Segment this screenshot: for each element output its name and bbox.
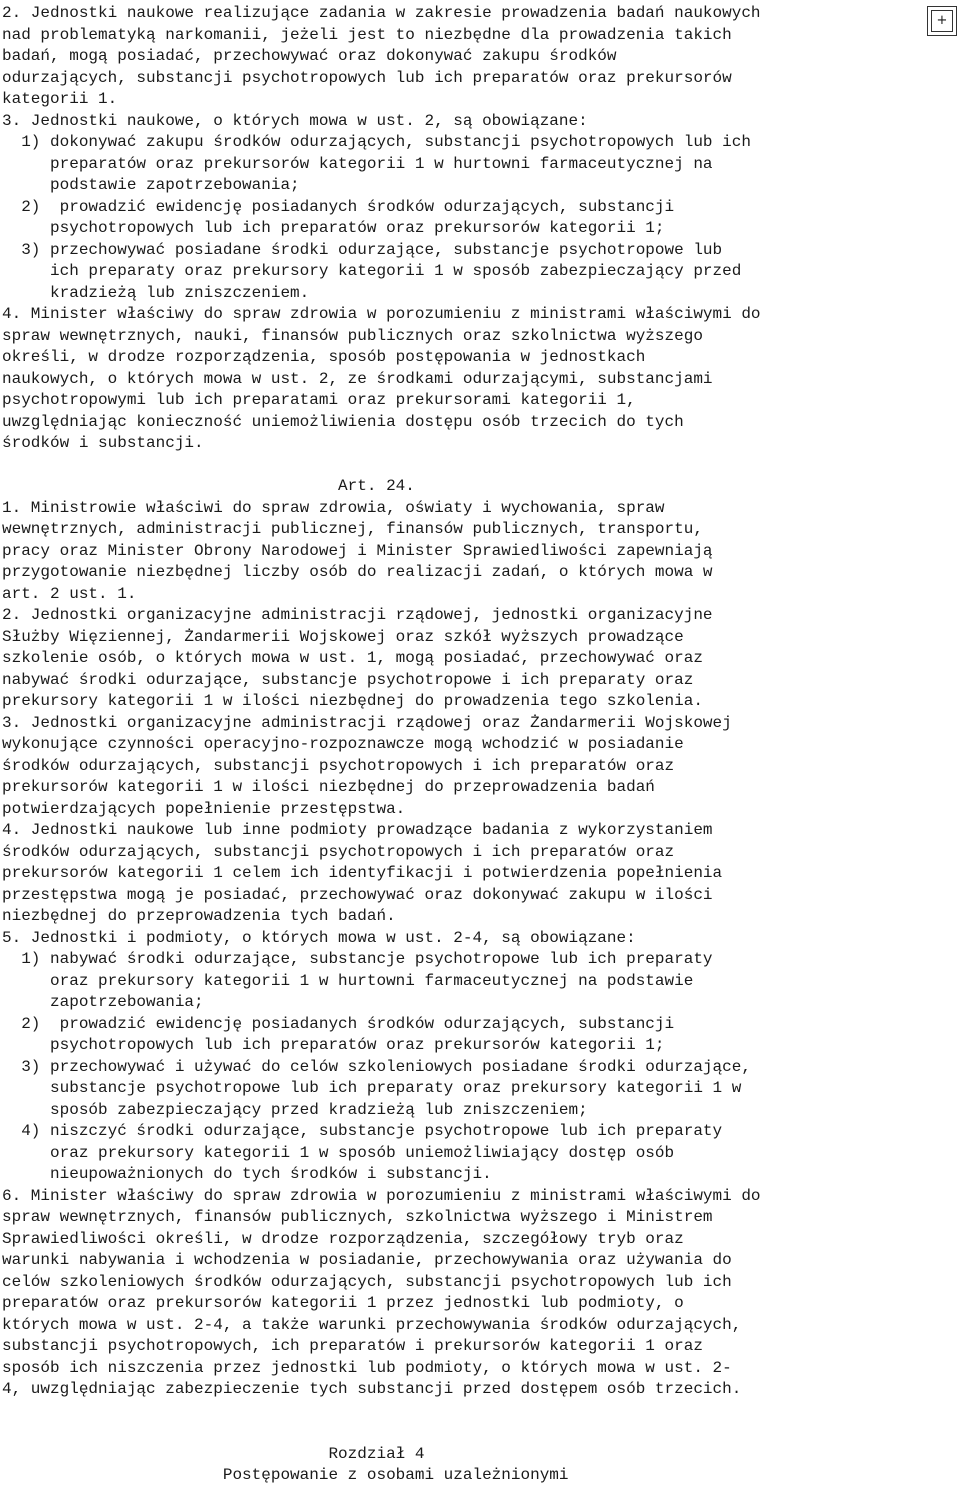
- text-line: odurzających, substancji psychotropowych lub ich preparatów oraz prekursorów: [2, 68, 732, 87]
- text-line: zapotrzebowania;: [2, 993, 204, 1011]
- text-line: prekursorów kategorii 1 celem ich identyfikacji i potwierdzenia popełnienia: [2, 864, 723, 882]
- text-line: 2. Jednostki naukowe realizujące zadania w zakresie prowadzenia badań naukowych: [2, 4, 761, 22]
- text-line: oraz prekursory kategorii 1 w hurtowni farmaceutycznej na podstawie: [2, 971, 694, 990]
- text-line: badań, mogą posiadać, przechowywać oraz dokonywać zakupu środków: [2, 47, 617, 65]
- text-line: środków odurzających, substancji psychotropowych i ich preparatów oraz: [2, 756, 675, 775]
- text-line: Art. 24.: [2, 477, 415, 495]
- text-line: przygotowanie niezbędnej liczby osób do realizacji zadań, o których mowa w: [2, 563, 713, 581]
- text-line: nad problematyką narkomanii, jeżeli jest to niezbędne dla prowadzenia takich: [2, 25, 732, 44]
- text-line: prekursorów kategorii 1 w ilości niezbędnej do przeprowadzenia badań: [2, 778, 655, 796]
- text-line: 2) prowadzić ewidencję posiadanych środków odurzających, substancji: [2, 1014, 675, 1033]
- text-line: substancji psychotropowych, ich preparatów i prekursorów kategorii 1 oraz: [2, 1337, 703, 1355]
- text-line: 2. Jednostki organizacyjne administracji rządowej, jednostki organizacyjne: [2, 606, 713, 624]
- text-line: przestępstwa mogą je posiadać, przechowywać oraz dokonywać zakupu w ilości: [2, 885, 713, 904]
- text-line: Sprawiedliwości określi, w drodze rozporządzenia, szczegółowy tryb oraz: [2, 1229, 684, 1248]
- text-line: psychotropowymi lub ich preparatami oraz prekursorami kategorii 1,: [2, 391, 636, 409]
- text-line: psychotropowych lub ich preparatów oraz prekursorów kategorii 1;: [2, 1036, 665, 1054]
- text-line: potwierdzających popełnienie przestępstwa.: [2, 799, 406, 818]
- text-line: prekursory kategorii 1 w ilości niezbędnej do prowadzenia tego szkolenia.: [2, 692, 703, 710]
- text-line: Postępowanie z osobami uzależnionymi: [2, 1466, 569, 1484]
- text-line: Rozdział 4: [2, 1444, 425, 1463]
- corner-mark: +: [936, 13, 948, 28]
- text-line: sposób ich niszczenia przez jednostki lub podmioty, o których mowa w ust. 2-: [2, 1358, 732, 1377]
- text-line: 6. Minister właściwy do spraw zdrowia w porozumieniu z ministrami właściwymi do: [2, 1186, 761, 1205]
- text-line: 4. Minister właściwy do spraw zdrowia w porozumieniu z ministrami właściwymi do: [2, 305, 761, 323]
- text-line: uwzględniając konieczność uniemożliwienia dostępu osób trzecich do tych: [2, 412, 684, 431]
- text-line: szkolenie osób, o których mowa w ust. 1, mogą posiadać, przechowywać oraz: [2, 649, 703, 667]
- text-line: spraw wewnętrznych, nauki, finansów publicznych oraz szkolnictwa wyższego: [2, 326, 703, 345]
- text-line: 4) niszczyć środki odurzające, substancje psychotropowe lub ich preparaty: [2, 1122, 723, 1140]
- text-line: 1. Ministrowie właściwi do spraw zdrowia, oświaty i wychowania, spraw: [2, 498, 665, 517]
- text-line: ich preparaty oraz prekursory kategorii 1 w sposób zabezpieczający przed: [2, 262, 742, 280]
- text-line: niezbędnej do przeprowadzenia tych badań.: [2, 907, 396, 925]
- text-line: psychotropowych lub ich preparatów oraz prekursorów kategorii 1;: [2, 219, 665, 237]
- text-line: wykonujące czynności operacyjno-rozpoznawcze mogą wchodzić w posiadanie: [2, 735, 684, 753]
- text-line: art. 2 ust. 1.: [2, 584, 137, 603]
- text-line: wewnętrznych, administracji publicznej, finansów publicznych, transportu,: [2, 520, 703, 538]
- text-line: 2) prowadzić ewidencję posiadanych środków odurzających, substancji: [2, 197, 675, 216]
- text-line: substancje psychotropowe lub ich preparaty oraz prekursory kategorii 1 w: [2, 1079, 742, 1097]
- text-line: preparatów oraz prekursorów kategorii 1 przez jednostki lub podmioty, o: [2, 1294, 684, 1312]
- text-line: celów szkoleniowych środków odurzających, substancji psychotropowych lub ich: [2, 1272, 732, 1291]
- text-line: środków odurzających, substancji psychotropowych i ich preparatów oraz: [2, 842, 675, 861]
- text-line: 3. Jednostki naukowe, o których mowa w ust. 2, są obowiązane:: [2, 111, 588, 130]
- text-line: oraz prekursory kategorii 1 w sposób uniemożliwiający dostęp osób: [2, 1143, 675, 1162]
- text-line: spraw wewnętrznych, finansów publicznych, szkolnictwa wyższego i Ministrem: [2, 1208, 713, 1226]
- text-line: określi, w drodze rozporządzenia, sposób postępowania w jednostkach: [2, 348, 646, 366]
- text-line: środków i substancji.: [2, 434, 204, 452]
- text-line: nieupoważnionych do tych środków i substancji.: [2, 1165, 492, 1183]
- text-line: preparatów oraz prekursorów kategorii 1 w hurtowni farmaceutycznej na: [2, 154, 713, 173]
- text-line: naukowych, o których mowa w ust. 2, ze środkami odurzającymi, substancjami: [2, 369, 713, 388]
- text-line: 1) dokonywać zakupu środków odurzających, substancji psychotropowych lub ich: [2, 133, 751, 151]
- text-line: 3) przechowywać posiadane środki odurzające, substancje psychotropowe lub: [2, 240, 723, 259]
- text-line: 4, uwzględniając zabezpieczenie tych substancji przed dostępem osób trzecich.: [2, 1380, 742, 1398]
- text-line: podstawie zapotrzebowania;: [2, 176, 300, 194]
- text-line: 3. Jednostki organizacyjne administracji rządowej oraz Żandarmerii Wojskowej: [2, 713, 732, 732]
- text-line: pracy oraz Minister Obrony Narodowej i Minister Sprawiedliwości zapewniają: [2, 541, 713, 560]
- text-line: kategorii 1.: [2, 90, 118, 108]
- text-line: kradzieżą lub zniszczeniem.: [2, 283, 310, 302]
- plus-box-icon: [927, 6, 957, 36]
- text-line: których mowa w ust. 2-4, a także warunki przechowywania środków odurzających,: [2, 1315, 742, 1334]
- text-line: 5. Jednostki i podmioty, o których mowa w ust. 2-4, są obowiązane:: [2, 928, 636, 947]
- text-line: sposób zabezpieczający przed kradzieżą lub zniszczeniem;: [2, 1100, 588, 1119]
- text-line: Służby Więziennej, Żandarmerii Wojskowej oraz szkół wyższych prowadzące: [2, 627, 684, 646]
- text-line: warunki nabywania i wchodzenia w posiadanie, przechowywania oraz używania do: [2, 1251, 732, 1269]
- text-line: 4. Jednostki naukowe lub inne podmioty prowadzące badania z wykorzystaniem: [2, 821, 713, 839]
- text-line: 3) przechowywać i używać do celów szkoleniowych posiadane środki odurzające,: [2, 1057, 751, 1076]
- text-line: nabywać środki odurzające, substancje psychotropowe i ich preparaty oraz: [2, 670, 694, 689]
- text-line: 1) nabywać środki odurzające, substancje psychotropowe lub ich preparaty: [2, 950, 713, 968]
